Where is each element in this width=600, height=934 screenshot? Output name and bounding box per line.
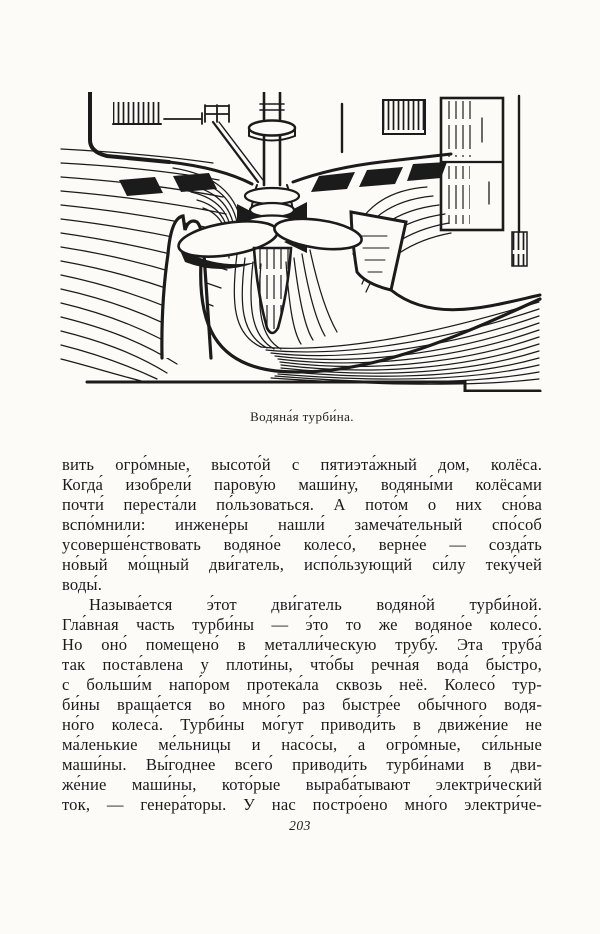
text-line: но́го колеса́. Турби́ны мо́гут приводи́ть в движе́ние не [62,715,542,734]
text-line: с больши́м напо́ром протека́ла сквозь неё. Колесо́ тур- [62,675,542,694]
turbine-figure [60,92,544,425]
text-line: же́ние маши́ны, кото́рые выраба́тывают электри́ческий [62,775,542,794]
text-line: Гла́вная часть турби́ны — э́то то же водяно́е колесо́. [62,615,542,634]
text-line: почти́ переста́ли по́льзоваться. А пото́м о них сно́ва [62,495,542,514]
text-line: Но оно́ помещено́ в металли́ческую трубу́. Эта труба́ [62,635,542,654]
text-line: Называ́ется э́тот дви́гатель водяно́й турби́ной. [89,595,542,614]
right-pier [351,212,406,290]
turbine-illustration [60,92,544,392]
tailrace-top-edge [391,290,540,310]
paragraph-continuation [62,455,542,595]
paragraph-turbine [62,595,542,815]
text-line: вспо́мнили: инжене́ры нашли́ замеча́тельный спо́соб [62,515,542,534]
text-line: маши́ны. Вы́годнее всего́ приводи́ть турби́нами в дви- [62,755,542,774]
crest-hatch-block [113,102,161,124]
text-line: ток, — генера́торы. У нас постро́ено мно́го электри́че- [62,795,542,814]
text-line: воды́. [62,575,103,594]
powerhouse-blocks [383,96,527,266]
text-line: Когда́ изобрели́ парову́ю маши́ну, водяны́ми колёсами [62,475,542,494]
body-text [62,455,542,815]
page-number: 203 [289,818,311,833]
text-line: усоверше́нствовать водяно́е колесо́, верне́е — созда́ть [62,535,542,554]
text-line: вить огро́мные, высото́й с пятиэта́жный дом, колёса. [62,455,542,474]
text-line: ма́ленькие ме́льницы и насо́сы, а огро́мные, си́льные [62,735,542,754]
text-line: так поста́влена у плоти́ны, что́бы речна́я вода́ бы́стро, [62,655,542,674]
figure-caption: Водяна́я турби́на. [250,409,354,424]
text-line: но́вый мо́щный дви́гатель, испо́льзующий си́лу теку́чей [62,555,542,574]
text-line: би́ны враща́ется во мно́го раз быстре́е обы́чного водя- [62,695,542,714]
runner-cone [254,248,291,333]
